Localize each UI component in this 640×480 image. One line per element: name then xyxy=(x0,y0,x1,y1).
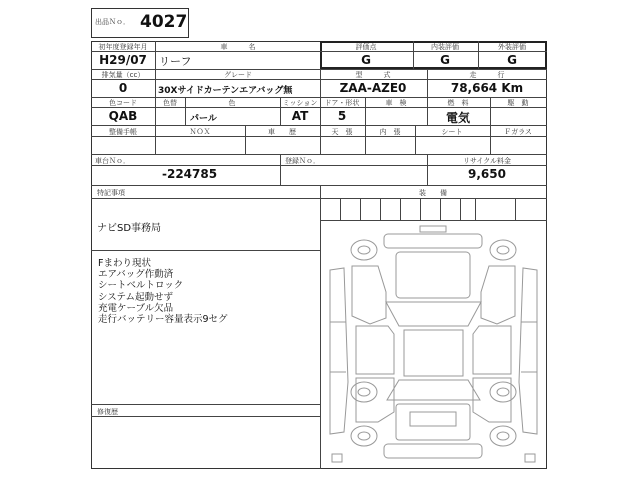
color-label: 色 xyxy=(228,99,236,107)
drive-label: 駆 動 xyxy=(507,99,529,107)
remark-item: 充電ケーブル欠品 xyxy=(98,302,174,314)
score-label: 評価点 xyxy=(355,43,377,51)
exterior-value: G xyxy=(507,53,517,67)
nox-label: ＮＯＸ xyxy=(189,128,211,136)
remarks-top: ナビSD事務局 xyxy=(97,223,162,234)
remarks-label: 特記事項 xyxy=(97,189,125,197)
interior-label: 内装評価 xyxy=(431,43,459,51)
maintenance-label: 整備手帳 xyxy=(109,128,137,136)
remark-item: エアバッグ作動済 xyxy=(98,269,174,281)
grade-value: 30Xサイドカーテンエアバッグ無 xyxy=(158,86,293,96)
lot-number: 4027 xyxy=(140,12,188,32)
remark-item: システム起動せず xyxy=(98,291,174,303)
remark-item: Fまわり現状 xyxy=(98,258,151,269)
color-tone-label: 色替 xyxy=(163,99,177,107)
repair-history-label: 修復歴 xyxy=(97,408,118,416)
exterior-label: 外装評価 xyxy=(498,43,526,51)
interior-value: G xyxy=(440,53,450,67)
mileage-label: 走 行 xyxy=(469,71,505,79)
car-damage-diagram xyxy=(322,222,545,466)
chassis-no-label: 車台Ｎｏ． xyxy=(95,157,130,165)
transmission-label: ミッション xyxy=(282,99,318,107)
model-value: ZAA-AZE0 xyxy=(339,81,407,95)
model-label: 型 式 xyxy=(355,71,391,79)
first-reg-label: 初年度登録年月 xyxy=(98,43,148,51)
sunroof-label: 天 張 xyxy=(331,128,353,136)
remarks-list xyxy=(98,258,228,325)
f-glass-label: Ｆガラス xyxy=(504,128,532,136)
grade-label: グレード xyxy=(224,71,252,79)
displacement-value: 0 xyxy=(118,81,128,95)
color-value: パール xyxy=(190,114,217,124)
equipment-label: 装 備 xyxy=(419,189,447,197)
recycle-label: リサイクル料金 xyxy=(462,157,512,165)
mileage-value: 78,664 Km xyxy=(450,81,524,95)
remark-item: シートベルトロック xyxy=(98,280,184,292)
chassis-no-value: -224785 xyxy=(162,167,218,181)
first-reg-value: H29/07 xyxy=(99,53,147,67)
fuel-value: 電気 xyxy=(445,111,471,125)
inspection-label: 車 検 xyxy=(385,99,407,107)
recycle-value: 9,650 xyxy=(468,167,506,181)
lot-number-label: 出品Ｎｏ． xyxy=(95,18,130,26)
displacement-label: 排気量（cc） xyxy=(101,71,145,79)
color-code-label: 色コード xyxy=(109,99,137,107)
remark-item: 走行バッテリー容量表示9セグ xyxy=(98,314,228,326)
history-label: 車 歴 xyxy=(268,128,296,136)
car-name-value: リーフ xyxy=(159,55,192,68)
seat-label: シート xyxy=(441,128,463,136)
color-code-value: QAB xyxy=(108,109,138,123)
doors-value: 5 xyxy=(337,109,347,123)
interior-trim-label: 内 張 xyxy=(379,128,401,136)
fuel-label: 燃 料 xyxy=(447,99,469,107)
reg-no-label: 登録Ｎｏ． xyxy=(285,157,320,165)
score-value: G xyxy=(361,53,371,67)
car-name-label: 車 名 xyxy=(220,43,256,51)
transmission-value: AT xyxy=(291,109,309,123)
doors-label: ドア・形状 xyxy=(324,99,360,107)
